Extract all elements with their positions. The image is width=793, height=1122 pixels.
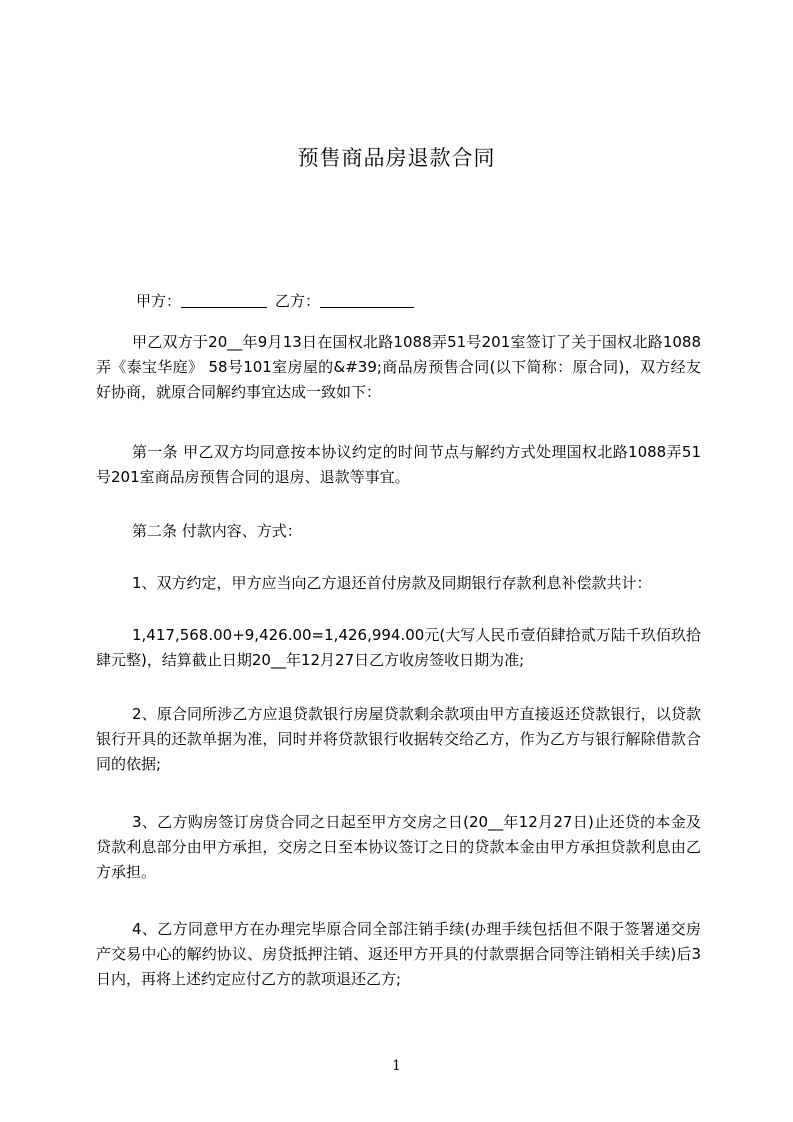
party-b-blank [320, 291, 414, 308]
paragraph-clause-1: 1、双方约定，甲方应当向乙方退还首付房款及同期银行存款利息补偿款共计： [132, 574, 652, 592]
paragraph-article-2: 第二条 付款内容、方式： [132, 522, 302, 540]
document-title: 预售商品房退款合同 [297, 146, 496, 170]
party-a-label: 甲方： [136, 292, 182, 310]
party-b-label: 乙方： [275, 292, 321, 310]
paragraph-article-1: 第一条 甲乙双方均同意按本协议约定的时间节点与解约方式处理国权北路1088弄51号201室商品房预售合同的退房、退款等事宜。 [96, 443, 701, 486]
paragraph-clause-2: 2、原合同所涉乙方应退贷款银行房屋贷款剩余款项由甲方直接返还贷款银行，以贷款银行开具的还款单据为准，同时并将贷款银行收据转交给乙方，作为乙方与银行解除借款合同的依据; [96, 705, 701, 773]
paragraph-amount: 1,417,568.00+9,426.00=1,426,994.00元(大写人民币壹佰肆拾贰万陆千玖佰玖拾肆元整)，结算截止日期20__年12月27日乙方收房签收日期为准; [96, 626, 701, 669]
page-number: 1 [392, 1058, 401, 1074]
parties-line [136, 290, 414, 312]
paragraph-clause-4: 4、乙方同意甲方在办理完毕原合同全部注销手续(办理手续包括但不限于签署递交房产交易中心的解约协议、房贷抵押注销、返还甲方开具的付款票据合同等注销相关手续)后3日内，再将上述约定应付乙方的款项退还乙方; [96, 920, 701, 988]
paragraph-intro: 甲乙双方于20__年9月13日在国权北路1088弄51号201室签订了关于国权北路1088弄《泰宝华庭》 58号101室房屋的&#39;商品房预售合同(以下简称：原合同)，双方经友好协商，就原合同解约事宜达成一致如下： [96, 333, 701, 401]
paragraph-clause-3: 3、乙方购房签订房贷合同之日起至甲方交房之日(20__年12月27日)止还贷的本金及贷款利息部分由甲方承担，交房之日至本协议签订之日的贷款本金由甲方承担贷款利息由乙方承担。 [96, 813, 701, 881]
party-a-blank [181, 291, 267, 308]
